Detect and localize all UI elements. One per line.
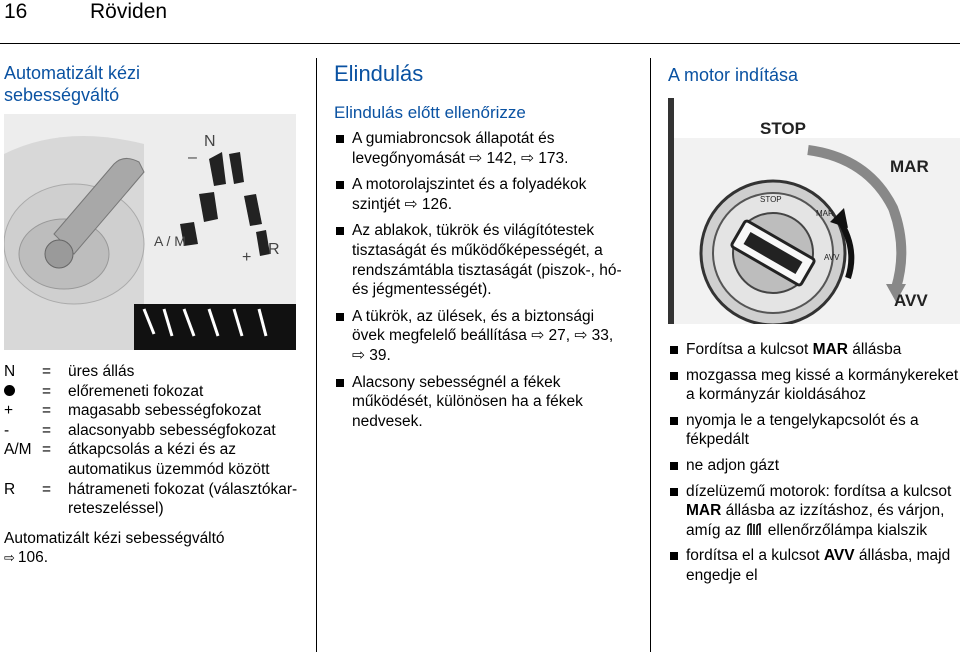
- text: dízelüzemű motorok: fordítsa a kulcsot: [686, 482, 952, 500]
- legend-row: [4, 362, 300, 382]
- dial-label-stop: STOP: [760, 195, 782, 204]
- page-header: [0, 0, 960, 44]
- heading-line: sebességváltó: [4, 85, 120, 105]
- ignition-switch-drawing: [668, 98, 960, 324]
- legend-symbol-dot: [4, 382, 42, 402]
- legend-text: alacsonyabb sebességfokozat: [68, 421, 276, 439]
- legend-row: [4, 421, 300, 441]
- legend-text: üres állás: [68, 363, 135, 380]
- legend-equals: =: [42, 480, 52, 498]
- column-gearbox: [4, 56, 300, 568]
- column-engine-start: [668, 56, 960, 592]
- legend-text: átkapcsolás a kézi és az automatikus üzemmód között: [68, 441, 270, 478]
- text: ellenőrzőlámpa kialszik: [763, 521, 928, 539]
- legend-text: hátrameneti fokozat (választókar-reteszeléssel): [68, 480, 298, 518]
- text: állásba, majd engedje el: [686, 547, 951, 584]
- legend-symbol: -: [4, 421, 10, 439]
- column-divider: [650, 58, 651, 652]
- bold-text: MAR: [686, 502, 722, 520]
- reference-page: 106.: [17, 549, 49, 567]
- legend-equals: =: [42, 363, 52, 380]
- section-subtitle: Elindulás előtt ellenőrizze: [334, 103, 526, 122]
- bold-text: AVV: [823, 547, 855, 565]
- check-list: [334, 129, 630, 431]
- list-item: nyomja le a tengelykapcsolót és a fékpedált: [668, 411, 960, 450]
- figure-label-am: A / M: [154, 233, 186, 249]
- list-item: Alacsony sebességnél a fékek működését, különösen ha a fékek nedvesek.: [334, 373, 630, 432]
- legend-row: [4, 480, 300, 519]
- text: állásba az izzításhoz, és várjon, amíg az: [686, 502, 945, 539]
- legend-text: magasabb sebességfokozat: [68, 402, 262, 420]
- gear-selector-drawing: [4, 114, 296, 350]
- legend-symbol: +: [4, 402, 14, 420]
- list-item: [668, 482, 960, 541]
- gear-legend: [4, 362, 300, 519]
- bold-text: MAR: [812, 341, 848, 358]
- list-item: [668, 340, 960, 360]
- figure-label-minus: –: [188, 149, 197, 166]
- list-item: A gumiabroncsok állapotát és levegőnyomását ⇨ 142, ⇨ 173.: [334, 129, 630, 168]
- legend-symbol: R: [4, 480, 16, 498]
- list-item: A motorolajszintet és a folyadékok szintjét ⇨ 126.: [334, 175, 630, 214]
- ignition-switch-illustration: [668, 98, 960, 324]
- figure-label-r: R: [268, 241, 280, 258]
- gear-selector-illustration: [4, 114, 296, 350]
- filled-dot-icon: [4, 385, 15, 396]
- legend-row: [4, 401, 300, 421]
- legend-symbol: A/M: [4, 441, 32, 459]
- heading-line: Automatizált kézi: [4, 63, 141, 83]
- text: állásba: [847, 341, 902, 358]
- dial-label-mar: MAR: [816, 209, 834, 218]
- arrow-right-icon: ⇨: [4, 550, 15, 566]
- list-item: mozgassa meg kissé a kormánykereket a kormányzár kioldásához: [668, 366, 960, 405]
- list-item: ne adjon gázt: [668, 456, 960, 476]
- glow-plug-icon: [745, 522, 763, 536]
- page-title: Röviden: [90, 0, 168, 23]
- figure-label-n: N: [204, 133, 216, 150]
- figure-label-plus: +: [242, 249, 252, 266]
- section-heading: A motor indítása: [668, 65, 799, 85]
- section-title: Elindulás: [334, 61, 424, 86]
- figure-label-avv: AVV: [894, 291, 928, 310]
- reference-link[interactable]: [4, 548, 300, 568]
- figure-label-stop: STOP: [760, 119, 806, 138]
- legend-equals: =: [42, 421, 52, 439]
- column-divider: [316, 58, 317, 652]
- list-item: [668, 546, 960, 585]
- legend-row: [4, 440, 300, 479]
- legend-row: [4, 382, 300, 402]
- legend-text: előremeneti fokozat: [68, 382, 204, 400]
- text: Fordítsa a kulcsot: [686, 341, 813, 358]
- column-starting: [334, 56, 630, 438]
- list-item: Az ablakok, tükrök és világítótestek tisztaságát és működőképességét, a rendszámtábla tisztaságát (piszok-, hó- és jégmentességét).: [334, 221, 630, 299]
- dial-label-avv: AVV: [824, 253, 840, 262]
- figure-label-mar: MAR: [890, 157, 929, 176]
- start-steps-list: [668, 340, 960, 586]
- legend-symbol: N: [4, 363, 16, 380]
- legend-equals: =: [42, 382, 52, 400]
- section-heading: [4, 62, 300, 106]
- list-item: A tükrök, az ülések, és a biztonsági övek megfelelő beállítása ⇨ 27, ⇨ 33, ⇨ 39.: [334, 307, 630, 366]
- legend-equals: =: [42, 402, 52, 420]
- header-rule: [0, 43, 960, 44]
- legend-equals: =: [42, 441, 52, 459]
- text: fordítsa el a kulcsot: [686, 547, 824, 565]
- reference-text: Automatizált kézi sebességváltó: [4, 529, 225, 547]
- cross-reference: [4, 529, 300, 568]
- page-number: 16: [4, 0, 28, 23]
